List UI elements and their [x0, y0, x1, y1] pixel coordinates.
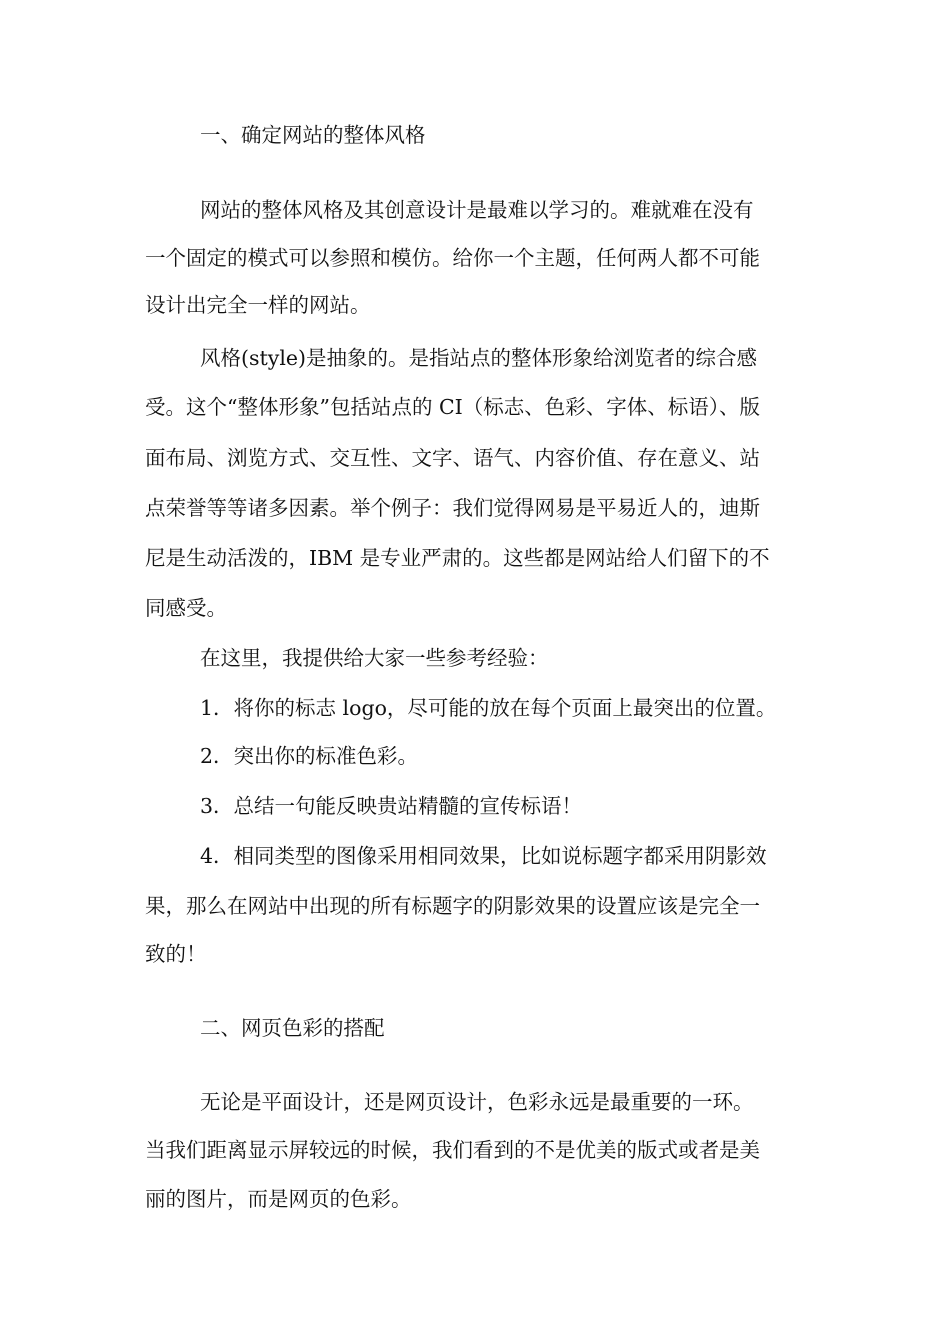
list-item-4-line-1: 4．相同类型的图像采用相同效果，比如说标题字都采用阴影效: [200, 844, 767, 868]
list-item-4-line-2: 果，那么在网站中出现的所有标题字的阴影效果的设置应该是完全一: [145, 894, 760, 918]
paragraph-2-line-6: 同感受。: [145, 596, 227, 620]
paragraph-3: 在这里，我提供给大家一些参考经验：: [200, 646, 549, 670]
paragraph-2-line-2: 受。这个“整体形象”包括站点的 CI（标志、色彩、字体、标语）、版: [145, 395, 761, 419]
paragraph-2-line-5: 尼是生动活泼的，IBM 是专业严肃的。这些都是网站给人们留下的不: [145, 546, 770, 570]
paragraph-4-line-2: 当我们距离显示屏较远的时候，我们看到的不是优美的版式或者是美: [145, 1138, 760, 1162]
section-heading-2: 二、网页色彩的搭配: [200, 1016, 385, 1040]
list-item-1: 1．将你的标志 logo，尽可能的放在每个页面上最突出的位置。: [200, 696, 777, 720]
paragraph-4-line-1: 无论是平面设计，还是网页设计，色彩永远是最重要的一环。: [200, 1090, 754, 1114]
list-item-2: 2．突出你的标准色彩。: [200, 744, 419, 768]
paragraph-1-line-1: 网站的整体风格及其创意设计是最难以学习的。难就难在没有: [200, 198, 754, 222]
list-item-3: 3．总结一句能反映贵站精髓的宣传标语！: [200, 794, 583, 818]
section-heading-1: 一、确定网站的整体风格: [200, 123, 426, 147]
paragraph-1-line-2: 一个固定的模式可以参照和模仿。给你一个主题，任何两人都不可能: [145, 246, 760, 270]
paragraph-2-line-1: 风格(style)是抽象的。是指站点的整体形象给浏览者的综合感: [200, 346, 758, 370]
paragraph-1-line-3: 设计出完全一样的网站。: [145, 293, 371, 317]
paragraph-2-line-3: 面布局、浏览方式、交互性、文字、语气、内容价值、存在意义、站: [145, 446, 760, 470]
paragraph-2-line-4: 点荣誉等等诸多因素。举个例子：我们觉得网易是平易近人的，迪斯: [145, 496, 760, 520]
list-item-4-line-3: 致的！: [145, 942, 207, 966]
paragraph-4-line-3: 丽的图片，而是网页的色彩。: [145, 1187, 412, 1211]
